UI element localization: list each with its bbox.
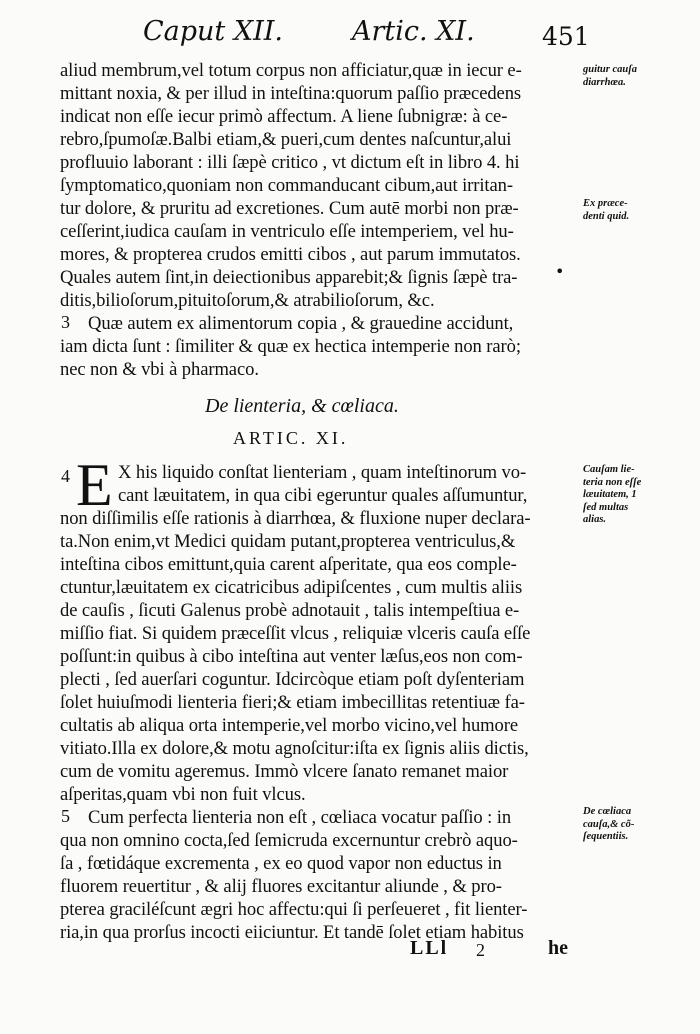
section-title: De lienteria, & cœliaca. bbox=[205, 395, 399, 417]
margin-note bbox=[583, 806, 698, 844]
text-line: inteſtina cibos emittunt,quia carent aſperitate, qua eos comple- bbox=[60, 554, 517, 575]
text-line: vitiato.Illa ex dolore,& motu agnoſcitur:iſta ex ſignis aliis dictis, bbox=[60, 738, 529, 759]
margin-note-line: De cœliaca bbox=[583, 806, 632, 817]
margin-note bbox=[583, 464, 698, 527]
margin-note-line: Ex præce- bbox=[583, 198, 628, 209]
margin-note-line: ſed multas bbox=[583, 501, 629, 513]
text-line: Quæ autem ex alimentorum copia , & grauedine accidunt, bbox=[88, 313, 514, 334]
article-heading: ARTIC. XI. bbox=[233, 428, 349, 448]
text-line: mittant noxia, & per illud in inteſtina:quorum paſſio præcedens bbox=[60, 83, 522, 104]
margin-note-line: denti quid. bbox=[583, 210, 630, 222]
text-line: de cauſis , ſicuti Galenus probè adnotauit , talis intempeſtiua e- bbox=[60, 600, 520, 621]
margin-note-line: alias. bbox=[583, 514, 607, 525]
text-line: cant læuitatem, in qua cibi egeruntur quales aſſumuntur, bbox=[118, 485, 528, 506]
margin-dot: • bbox=[555, 262, 565, 281]
margin-note-line: guitur cauſa bbox=[583, 64, 637, 75]
text-line: indicat non eſſe iecur primò affectum. A liene ſubnigræ: à ce- bbox=[60, 106, 508, 127]
text-line: plecti , ſed auerſari coguntur. Idcircòque etiam poſt dyſenteriam bbox=[60, 669, 525, 690]
text-line: rebro,ſpumoſæ.Balbi etiam,& pueri,cum dentes naſcuntur,alui bbox=[60, 129, 512, 150]
text-line: ſymptomatico,quoniam non commanducant cibum,aut irritan- bbox=[60, 175, 513, 196]
text-line: non diſſimilis eſſe rationis à diarrhœa, & fluxione nuper declara- bbox=[60, 508, 531, 529]
text-line: X his liquido conſtat lienteriam , quam inteſtinorum vo- bbox=[118, 462, 527, 483]
text-line: ſa , fœtidáque excrementa , ex eo quod vapor non eductus in bbox=[60, 853, 502, 874]
text-line: ta.Non enim,vt Medici quidam putant,propterea ventriculus,& bbox=[60, 531, 516, 552]
text-line: profluuio laborant : illi ſæpè critico , vt dictum eſt in libro 4. hi bbox=[60, 152, 520, 173]
margin-note-line: ſequentiis. bbox=[583, 831, 629, 842]
text-line: aliud membrum,vel totum corpus non afficiatur,quæ in iecur e- bbox=[60, 60, 522, 81]
text-line: Quales autem ſint,in deiectionibus apparebit;& ſignis ſæpè tra- bbox=[60, 267, 518, 288]
paragraph-number: 3 bbox=[61, 312, 70, 332]
text-line: ctuntur,læuitatem ex cicatricibus adipiſcentes , cum multis aliis bbox=[60, 577, 523, 598]
text-line: pterea graciléſcunt ægri hoc affectu:qui ſi perſeueret , fit lienter- bbox=[60, 899, 528, 920]
text-line: cum de vomitu ageremus. Immò vlcere ſanato remanet maior bbox=[60, 761, 509, 782]
text-line: Cum perfecta lienteria non eſt , cœliaca vocatur paſſio : in bbox=[88, 807, 512, 828]
text-line: iam dicta ſunt : ſimiliter & quæ ex hectica intemperie non rarò; bbox=[60, 336, 521, 357]
text-line: cultatis ab aliqua orta intemperie,vel morbo vicino,vel humore bbox=[60, 715, 518, 736]
text-line: tur dolore, & pruritu ad excretiones. Cum autē morbi non præ- bbox=[60, 198, 519, 219]
text-line: ceſſerint,iudica cauſam in ventriculo eſſe intemperiem, vel hu- bbox=[60, 221, 514, 242]
signature-number: 2 bbox=[476, 940, 485, 960]
drop-cap: E bbox=[76, 452, 113, 518]
signature-mark: LLl bbox=[410, 937, 449, 959]
margin-note-line: Cauſam lie- bbox=[583, 464, 635, 475]
margin-note-line: læuitatem, 1 bbox=[583, 489, 637, 500]
margin-note bbox=[583, 198, 698, 223]
paragraph-number: 5 bbox=[61, 806, 70, 826]
text-line: nec non & vbi à pharmaco. bbox=[60, 359, 259, 380]
text-line: ſolet huiuſmodi lienteria fieri;& etiam imbecillitas retentiuæ fa- bbox=[60, 692, 525, 713]
text-line: fluorem reuertitur , & alij fluores excitantur aliunde , & pro- bbox=[60, 876, 502, 897]
running-head-article: Artic. XI. bbox=[352, 16, 475, 47]
running-head-chapter: Caput XII. bbox=[143, 16, 283, 47]
catchword: he bbox=[548, 937, 568, 959]
text-line: mores, & propterea crudos emitti cibos , aut parum immutatos. bbox=[60, 244, 521, 265]
margin-note-line: teria non eſſe bbox=[583, 476, 642, 488]
text-line: ditis,bilioſorum,pituitoſorum,& atrabilioſorum, &c. bbox=[60, 290, 435, 311]
page-number: 451 bbox=[542, 22, 590, 51]
margin-note bbox=[583, 64, 698, 89]
text-line: miſſio fiat. Si quidem præceſſit vlcus , reliquiæ vlceris cauſa eſſe bbox=[60, 623, 531, 644]
text-line: qua non omnino cocta,ſed ſemicruda excernuntur crebrò aquo- bbox=[60, 830, 518, 851]
margin-note-line: cauſa,& cõ- bbox=[583, 818, 635, 830]
margin-note-line: diarrhœa. bbox=[583, 76, 626, 88]
text-line: poſſunt:in quibus à cibo inteſtina aut venter læſus,eos non com- bbox=[60, 646, 523, 667]
text-line: ria,in qua prorſus incocti eiiciuntur. Et tandē ſolet etiam habitus bbox=[60, 922, 524, 943]
paragraph-number: 4 bbox=[61, 466, 70, 486]
text-line: aſperitas,quam vbi non fuit vlcus. bbox=[60, 784, 306, 805]
